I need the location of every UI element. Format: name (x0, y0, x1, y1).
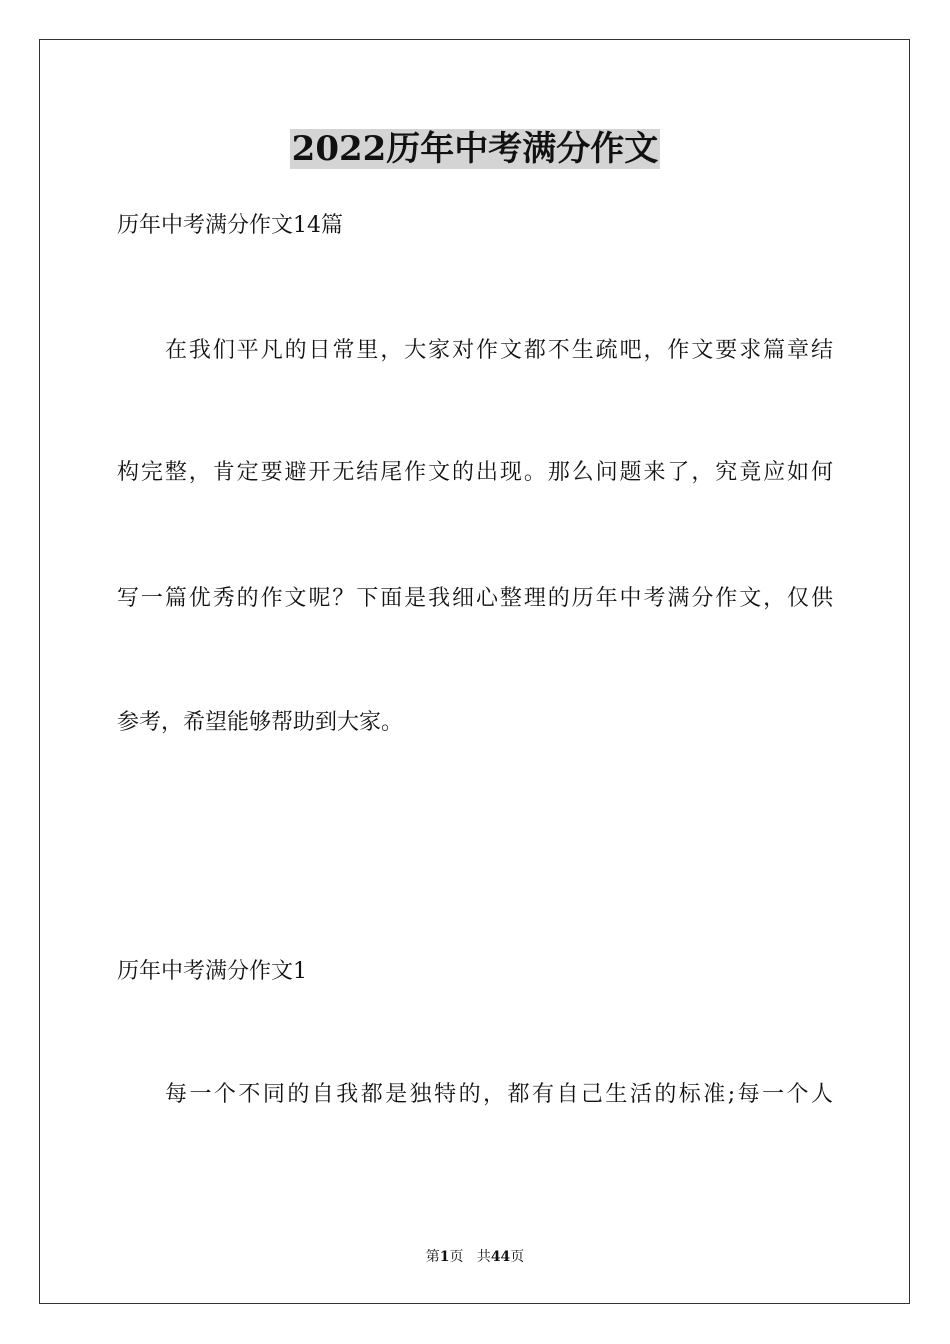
document-subtitle: 历年中考满分作文14篇 (117, 213, 343, 238)
intro-paragraph-line-3: 写一篇优秀的作文呢？下面是我细心整理的历年中考满分作文，仅供 (117, 586, 833, 611)
intro-paragraph-line-1: 在我们平凡的日常里，大家对作文都不生疏吧，作文要求篇章结 (165, 338, 833, 363)
intro-paragraph-line-2: 构完整，肯定要避开无结尾作文的出现。那么问题来了，究竟应如何 (117, 460, 833, 485)
document-title-text: 2022历年中考满分作文 (291, 129, 659, 169)
page-footer (0, 1247, 950, 1267)
total-unit: 页 (510, 1249, 525, 1265)
page-total: 44 (490, 1249, 511, 1265)
page-number: 1 (439, 1249, 450, 1265)
total-prefix: 共 (476, 1249, 491, 1265)
document-title (0, 126, 950, 172)
intro-paragraph-line-4: 参考，希望能够帮助到大家。 (117, 710, 404, 735)
section-heading: 历年中考满分作文1 (117, 959, 307, 984)
page-prefix: 第 (425, 1249, 440, 1265)
page-unit: 页 (449, 1249, 464, 1265)
section-paragraph-line-1: 每一个不同的自我都是独特的，都有自己生活的标准;每一个人 (165, 1082, 833, 1107)
